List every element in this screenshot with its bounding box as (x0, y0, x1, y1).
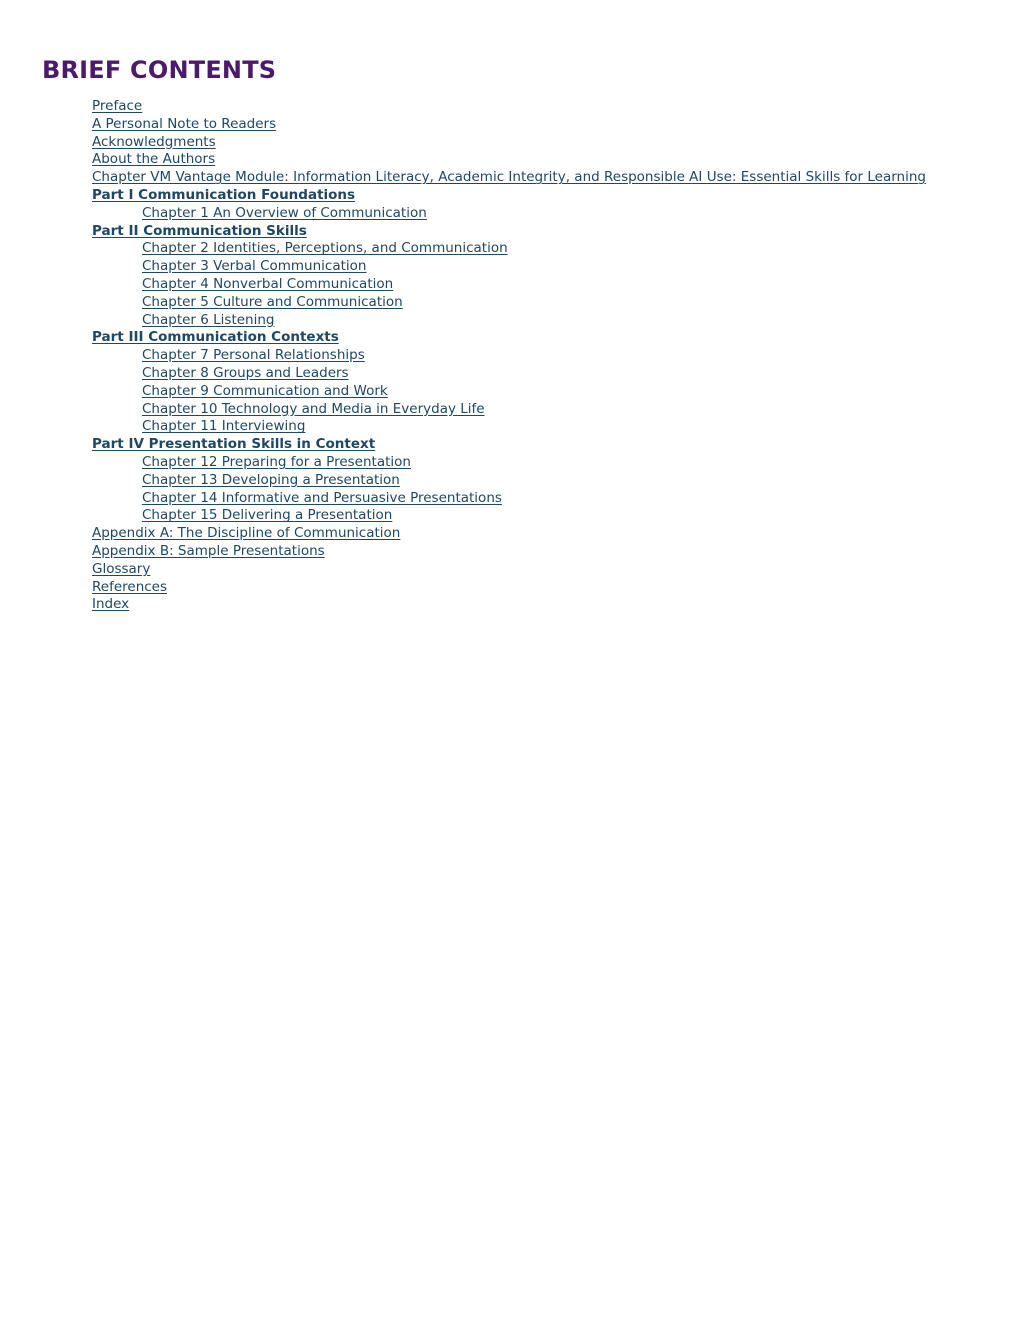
toc-link[interactable]: Preface (92, 98, 143, 114)
toc-link[interactable]: Appendix A: The Discipline of Communication (92, 525, 401, 542)
toc-chapter-link[interactable]: Chapter 5 Culture and Communication (142, 293, 403, 310)
toc-item (92, 579, 1002, 597)
toc-chapter-item (92, 294, 1002, 312)
toc-link[interactable]: Chapter VM Vantage Module: Information Literacy, Academic Integrity, and Responsible AI Use: Essential Skills for Learning (92, 169, 926, 186)
toc-chapter-link[interactable]: Chapter 13 Developing a Presentation (142, 471, 400, 488)
toc-part-link[interactable]: Part I Communication Foundations (92, 186, 356, 203)
toc-chapter-link[interactable]: Chapter 3 Verbal Communication (142, 258, 367, 275)
toc-link[interactable]: Index (92, 596, 130, 613)
toc-part-item (92, 187, 1002, 205)
toc-link[interactable]: About the Authors (92, 151, 216, 168)
toc-chapter-item (92, 258, 1002, 276)
toc-item (92, 116, 1002, 134)
toc-chapter-link[interactable]: Chapter 4 Nonverbal Communication (142, 275, 394, 292)
toc-chapter-item (92, 347, 1002, 365)
toc-chapter-link[interactable]: Chapter 2 Identities, Perceptions, and Communication (142, 240, 508, 257)
toc-chapter-item (92, 365, 1002, 383)
toc-item (92, 151, 1002, 169)
toc-part-item (92, 223, 1002, 241)
toc-link[interactable]: Acknowledgments (92, 133, 216, 150)
toc-chapter-link[interactable]: Chapter 14 Informative and Persuasive Presentations (142, 489, 502, 506)
toc-part-item (92, 436, 1002, 454)
toc-list (42, 98, 1002, 614)
toc-chapter-link[interactable]: Chapter 10 Technology and Media in Everyday Life (142, 400, 485, 417)
toc-chapter-link[interactable]: Chapter 7 Personal Relationships (142, 347, 365, 364)
toc-chapter-item (92, 401, 1002, 419)
toc-chapter-link[interactable]: Chapter 15 Delivering a Presentation (142, 507, 393, 524)
toc-chapter-link[interactable]: Chapter 9 Communication and Work (142, 382, 388, 399)
toc-chapter-item (92, 276, 1002, 294)
toc-chapter-item (92, 472, 1002, 490)
toc-chapter-item (92, 454, 1002, 472)
toc-link[interactable]: References (92, 578, 168, 595)
toc-item (92, 596, 1002, 614)
toc-item (92, 134, 1002, 152)
brief-contents-page (42, 56, 1002, 614)
page-title: BRIEF CONTENTS (42, 56, 277, 84)
toc-chapter-link[interactable]: Chapter 1 An Overview of Communication (142, 204, 427, 221)
toc-link[interactable]: Appendix B: Sample Presentations (92, 542, 325, 559)
toc-chapter-item (92, 490, 1002, 508)
toc-chapter-item (92, 240, 1002, 258)
toc-chapter-item (92, 383, 1002, 401)
toc-part-item (92, 329, 1002, 347)
toc-link[interactable]: Glossary (92, 560, 151, 577)
toc-chapter-link[interactable]: Chapter 8 Groups and Leaders (142, 364, 349, 381)
toc-item (92, 561, 1002, 579)
toc-chapter-item (92, 205, 1002, 223)
toc-item (92, 543, 1002, 561)
toc-part-link[interactable]: Part III Communication Contexts (92, 329, 339, 346)
toc-item (92, 98, 1002, 116)
toc-chapter-link[interactable]: Chapter 6 Listening (142, 311, 275, 328)
toc-chapter-link[interactable]: Chapter 12 Preparing for a Presentation (142, 453, 411, 470)
toc-part-link[interactable]: Part II Communication Skills (92, 222, 307, 239)
toc-chapter-item (92, 418, 1002, 436)
toc-chapter-item (92, 507, 1002, 525)
toc-chapter-item (92, 312, 1002, 330)
toc-part-link[interactable]: Part IV Presentation Skills in Context (92, 436, 376, 453)
toc-item (92, 169, 1002, 187)
toc-chapter-link[interactable]: Chapter 11 Interviewing (142, 418, 306, 435)
toc-item (92, 525, 1002, 543)
toc-link[interactable]: A Personal Note to Readers (92, 115, 277, 132)
